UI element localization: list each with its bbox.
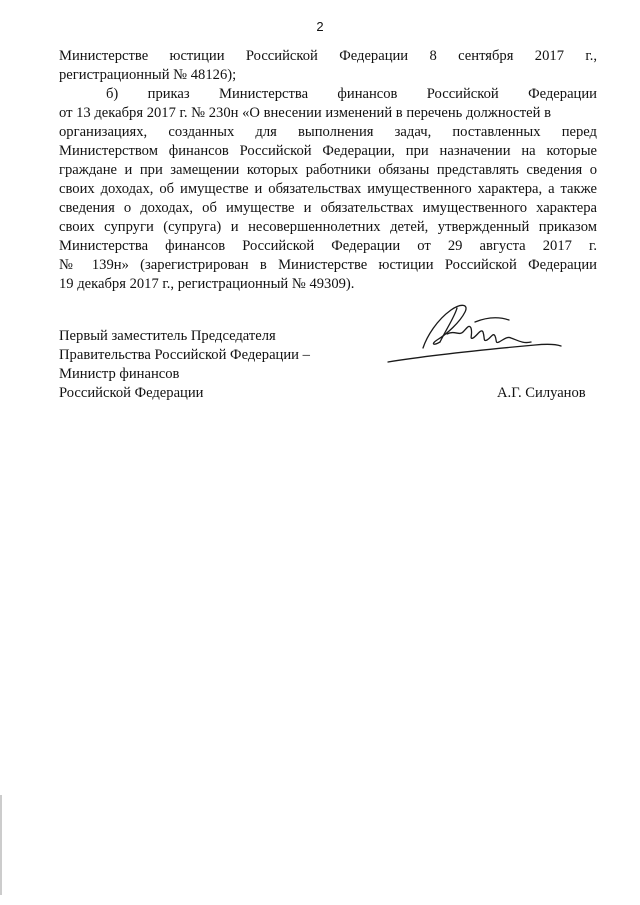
signer-name: А.Г. Силуанов (497, 385, 586, 401)
body-line-8: своих доходах, об имуществе и обязательствах имущественного характера, а также (59, 181, 597, 197)
scan-edge-mark (0, 795, 2, 895)
body-text (59, 47, 597, 294)
signatory-title-line-2: Правительства Российской Федерации – (59, 347, 310, 363)
signatory-title-line-1: Первый заместитель Председателя (59, 328, 276, 344)
signatory-title-line-4: Российской Федерации (59, 385, 204, 401)
handwritten-signature (385, 298, 565, 368)
body-line-2: регистрационный № 48126); (59, 67, 237, 83)
page-number: 2 (316, 19, 324, 34)
signatory-title-line-3: Министр финансов (59, 366, 180, 382)
body-line-12: № 139н» (зарегистрирован в Министерстве юстиции Российской Федерации (59, 257, 597, 273)
body-line-4: от 13 декабря 2017 г. № 230н «О внесении изменений в перечень должностей в (59, 105, 551, 121)
signatory-title (59, 327, 310, 403)
body-line-11: Министерства финансов Российской Федерации от 29 августа 2017 г. (59, 238, 597, 254)
body-line-3: б) приказ Министерства финансов Российской Федерации (106, 86, 597, 102)
body-line-7: граждане и при замещении которых работники обязаны представлять сведения о (59, 162, 597, 178)
body-line-13: 19 декабря 2017 г., регистрационный № 49309). (59, 276, 355, 292)
body-line-5: организациях, созданных для выполнения задач, поставленных перед (59, 124, 597, 140)
body-line-6: Министерством финансов Российской Федерации, при назначении на которые (59, 143, 597, 159)
body-line-1: Министерстве юстиции Российской Федерации 8 сентября 2017 г., (59, 48, 597, 64)
body-line-9: сведения о доходах, об имуществе и обязательствах имущественного характера (59, 200, 597, 216)
body-line-10: своих супруги (супруга) и несовершеннолетних детей, утвержденный приказом (59, 219, 597, 235)
